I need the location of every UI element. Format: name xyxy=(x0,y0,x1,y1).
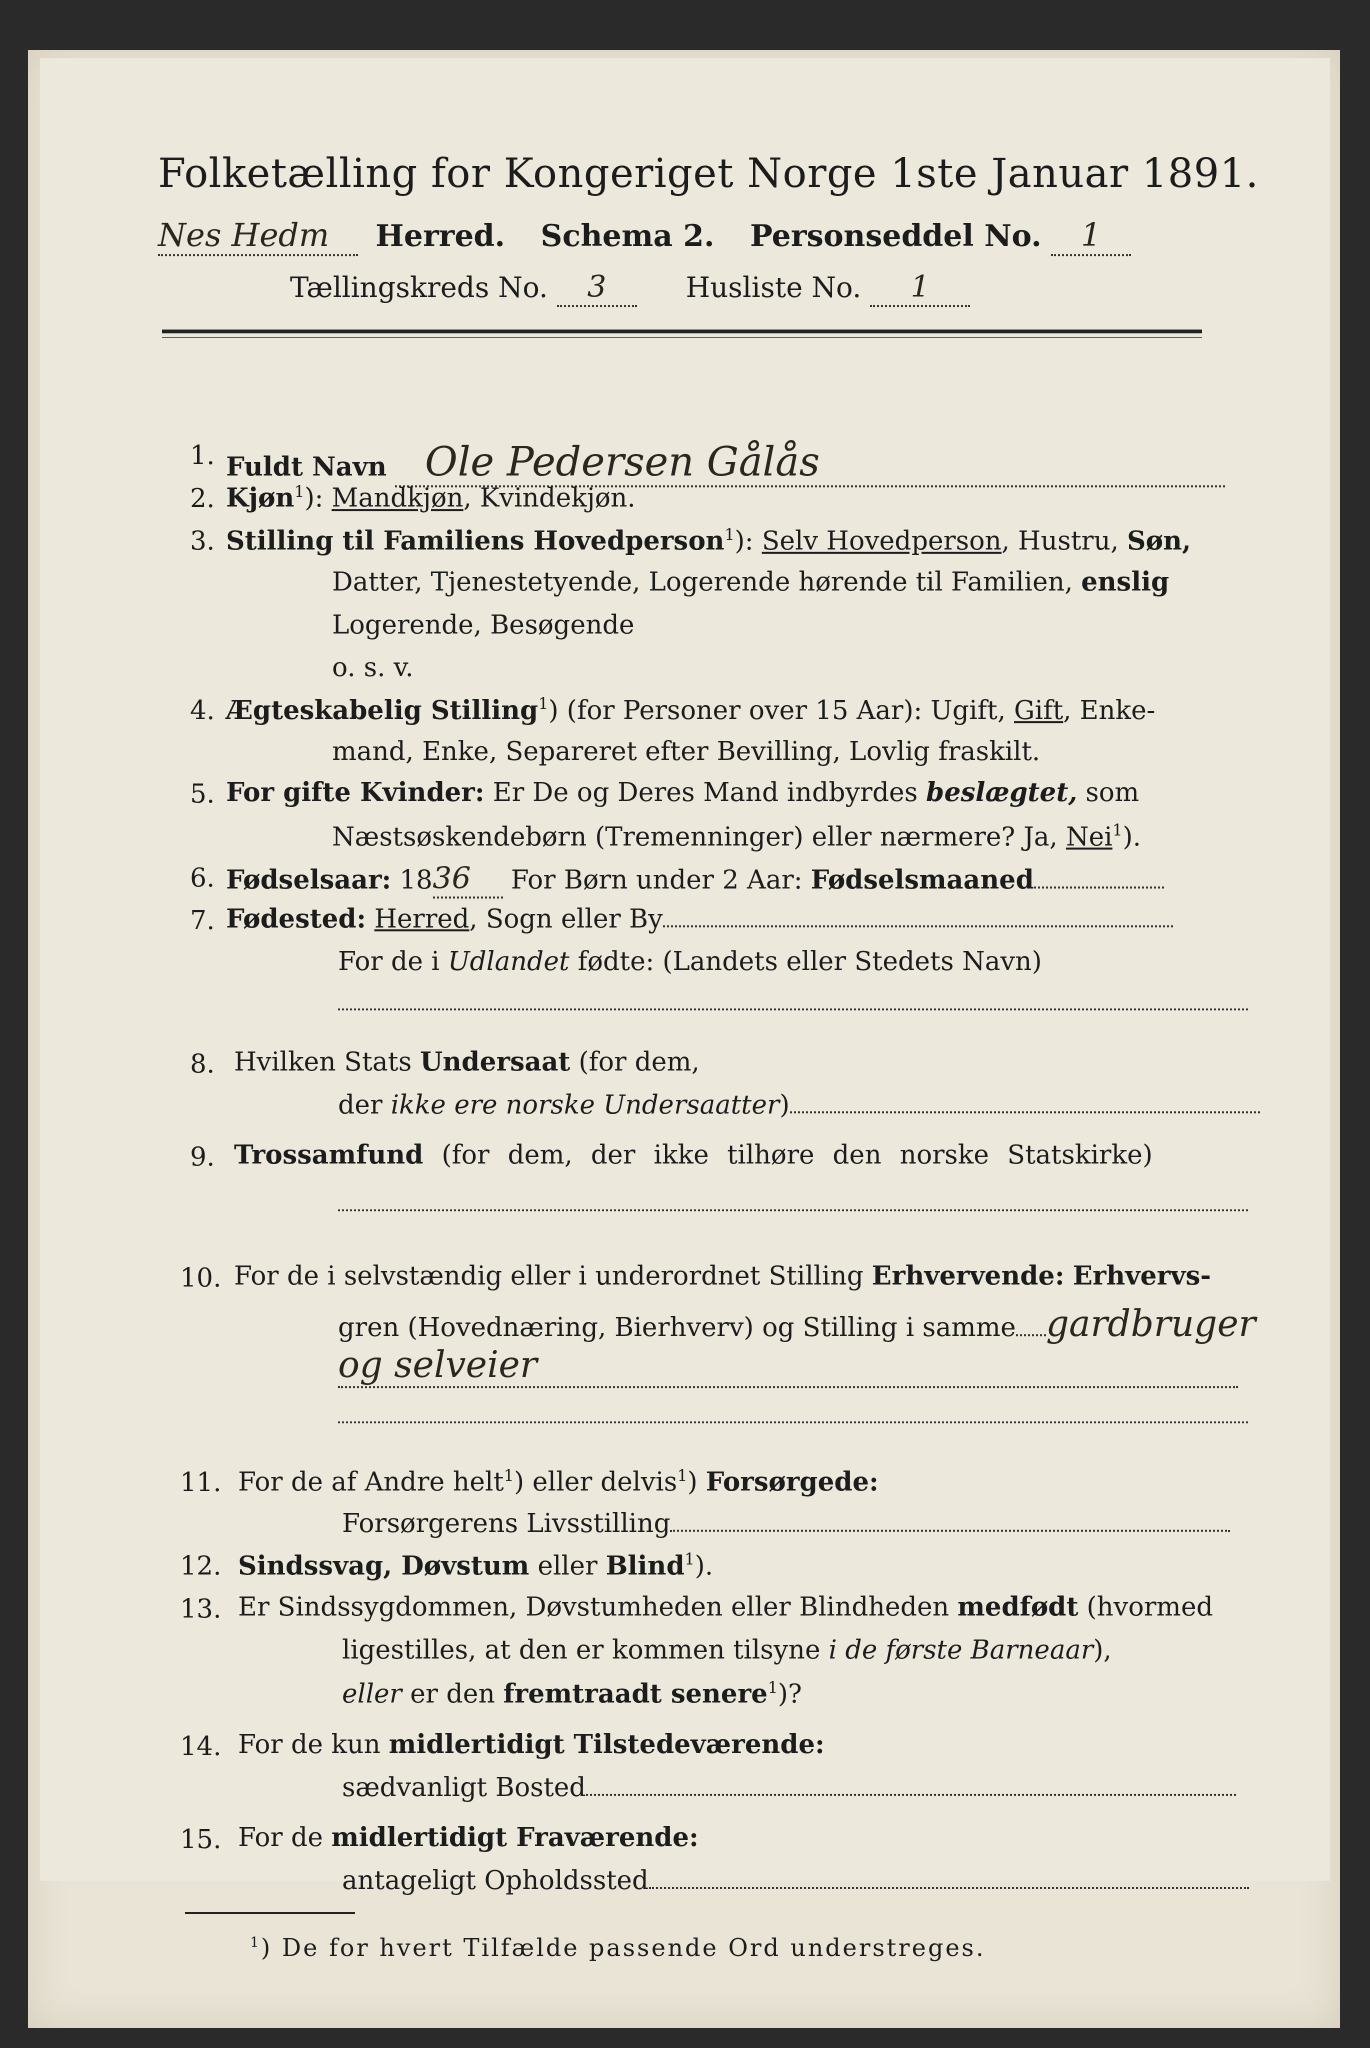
item-label: Kjøn xyxy=(226,483,295,514)
item-5 xyxy=(226,778,1139,808)
personseddel-value: 1 xyxy=(1051,216,1131,256)
taellingskreds-label: Tællingskreds No. xyxy=(290,271,548,305)
item-text: ). xyxy=(694,1551,714,1582)
item-text: der xyxy=(338,1090,391,1121)
item-10-line-2 xyxy=(338,1304,1256,1345)
footnote-ref: 1 xyxy=(503,1466,514,1486)
item-8-line-2 xyxy=(338,1090,1260,1120)
item-text: ligestilles, at den er kommen tilsyne xyxy=(342,1635,829,1666)
item-number: 12. xyxy=(180,1551,222,1582)
option-underlined: Herred xyxy=(374,904,470,935)
occupation-answer: gardbruger xyxy=(1045,1304,1256,1346)
schema-label: Schema 2. xyxy=(540,219,715,255)
item-text: ) eller delvis xyxy=(513,1467,678,1498)
option-underlined: Selv Hovedperson xyxy=(761,526,1002,557)
item-14 xyxy=(238,1730,825,1760)
fill-line xyxy=(1034,887,1164,889)
option-underlined: Nei xyxy=(1065,822,1113,853)
item-number: 1. xyxy=(190,441,215,472)
item-text: ) xyxy=(779,1090,790,1121)
item-15 xyxy=(238,1823,699,1853)
item-text: For de i xyxy=(338,947,448,978)
kreds-line xyxy=(290,270,970,307)
item-label: Undersaat xyxy=(419,1047,571,1078)
footnote-marker: 1 xyxy=(250,1935,261,1951)
item-text: 18 xyxy=(391,865,433,896)
item-text: som xyxy=(1077,777,1140,808)
item-text: fødte: (Landets eller Stedets Navn) xyxy=(569,947,1042,978)
item-text: Er Sindssygdommen, Døvstumheden eller Blindheden xyxy=(238,1592,958,1623)
item-label: Erhvervs- xyxy=(1072,1261,1212,1292)
item-12 xyxy=(238,1550,713,1582)
header-divider-thin xyxy=(162,337,1202,338)
item-text: For de kun xyxy=(238,1730,389,1761)
item-text-italic: i de første Barneaar xyxy=(828,1635,1094,1666)
item-label: Blind xyxy=(605,1551,685,1582)
footnote-rule xyxy=(185,1912,355,1914)
item-text: ), xyxy=(1093,1635,1112,1666)
occupation-answer-2: og selveier xyxy=(338,1345,1238,1388)
census-form-sheet xyxy=(40,58,1330,1881)
item-11-line-2 xyxy=(342,1509,1230,1539)
form-title: Folketælling for Kongeriget Norge 1ste Januar 1891. xyxy=(158,151,1259,197)
fill-line xyxy=(1016,1334,1046,1336)
option-underlined: Gift xyxy=(1014,695,1064,726)
footnote-ref: 1 xyxy=(1112,820,1123,840)
herred-label: Herred. xyxy=(375,219,506,255)
footnote-ref: 1 xyxy=(724,524,735,544)
item-number: 4. xyxy=(190,695,215,726)
item-3-line-3: Logerende, Besøgende xyxy=(332,610,635,641)
item-text: For de xyxy=(238,1823,332,1854)
item-9 xyxy=(234,1141,1153,1171)
header-divider xyxy=(162,330,1202,334)
item-label: Fødested: xyxy=(226,904,367,935)
item-1 xyxy=(226,439,1225,487)
item-label: Stilling til Familiens Hovedperson xyxy=(226,526,725,557)
footnote xyxy=(250,1934,985,1962)
item-text-bold: enslig xyxy=(1081,567,1170,598)
item-label: Forsørgede: xyxy=(705,1467,879,1498)
item-number: 7. xyxy=(190,906,215,937)
item-label: medfødt xyxy=(957,1592,1079,1623)
census-page xyxy=(28,50,1340,2028)
item-number: 11. xyxy=(180,1467,222,1498)
item-number: 5. xyxy=(190,779,215,810)
footnote-ref: 1 xyxy=(294,482,305,502)
fill-line xyxy=(670,1530,1230,1532)
item-label: Fuldt Navn xyxy=(226,452,387,483)
item-number: 8. xyxy=(190,1049,215,1080)
item-3-line-2 xyxy=(332,568,1169,598)
item-text: , Sogn eller By xyxy=(469,904,663,935)
item-label: Ægteskabelig Stilling xyxy=(226,695,539,726)
item-label: Sindssvag, Døvstum xyxy=(238,1551,530,1582)
item-text: For de af Andre helt xyxy=(238,1467,504,1498)
item-4-line-2: mand, Enke, Separeret efter Bevilling, Lovlig fraskilt. xyxy=(332,736,1041,767)
item-label: fremtraadt senere xyxy=(503,1679,768,1710)
item-3 xyxy=(226,525,1191,557)
item-4 xyxy=(226,694,1155,726)
item-label: midlertidigt Fraværende: xyxy=(331,1823,699,1854)
fill-line xyxy=(338,1421,1248,1423)
fill-line xyxy=(663,925,1173,927)
item-text: Hvilken Stats xyxy=(234,1047,420,1078)
item-13 xyxy=(238,1593,1213,1623)
item-text: ): xyxy=(304,483,332,514)
herred-line xyxy=(158,216,1131,256)
item-text: Næstsøskendebørn (Tremenninger) eller nærmere? Ja, xyxy=(332,822,1066,853)
taellingskreds-value: 3 xyxy=(557,270,637,307)
item-text: er den xyxy=(401,1679,504,1710)
item-label: Fødselsmaaned xyxy=(810,865,1034,896)
item-text-italic: ikke ere norske Undersaatter xyxy=(390,1090,780,1121)
fill-line xyxy=(338,1008,1248,1010)
footnote-ref: 1 xyxy=(684,1549,695,1569)
item-text: ) (for Personer over 15 Aar): Ugift, xyxy=(548,695,1014,726)
item-label: Fødselsaar: xyxy=(226,865,392,896)
item-text: sædvanligt Bosted xyxy=(342,1772,586,1803)
item-text: (hvormed xyxy=(1078,1592,1213,1623)
item-text: ) xyxy=(687,1467,706,1498)
item-label: Erhvervende: xyxy=(871,1261,1065,1292)
item-text: Datter, Tjenestetyende, Logerende hørende til Familien, xyxy=(332,567,1082,598)
item-3-line-4: o. s. v. xyxy=(332,653,414,684)
item-number: 2. xyxy=(190,483,215,514)
item-number: 9. xyxy=(190,1142,215,1173)
item-text: For de i selvstændig eller i underordnet Stilling xyxy=(234,1261,872,1292)
item-7 xyxy=(226,904,1173,934)
item-text: , Kvindekjøn. xyxy=(463,483,636,514)
item-number: 14. xyxy=(180,1732,222,1762)
option-underlined: Mandkjøn xyxy=(331,483,464,514)
fill-line xyxy=(338,1209,1248,1211)
footnote-ref: 1 xyxy=(767,1678,778,1698)
item-text: ). xyxy=(1122,822,1142,853)
item-text: , Hustru, xyxy=(1001,526,1127,557)
item-13-line-2 xyxy=(342,1635,1112,1665)
fill-line xyxy=(790,1111,1260,1113)
item-text: For Børn under 2 Aar: xyxy=(502,865,811,896)
item-10-line-3 xyxy=(338,1345,1238,1388)
item-7-line-2 xyxy=(338,947,1042,977)
item-label: Trossamfund xyxy=(234,1140,424,1171)
item-number: 13. xyxy=(180,1594,222,1625)
item-5-line-2 xyxy=(332,821,1141,853)
herred-value: Nes Hedm xyxy=(158,216,358,256)
full-name-answer: Ole Pedersen Gålås xyxy=(395,439,1225,487)
item-text-italic: eller xyxy=(342,1679,402,1710)
item-text: )? xyxy=(777,1679,802,1710)
item-text: antageligt Opholdssted xyxy=(342,1865,649,1896)
item-13-line-3 xyxy=(342,1678,802,1710)
item-14-line-2 xyxy=(342,1773,1236,1803)
item-text-italic: Udlandet xyxy=(447,947,570,978)
item-label: midlertidigt Tilstedeværende: xyxy=(388,1730,825,1761)
item-text: ): xyxy=(734,526,762,557)
fill-line xyxy=(586,1794,1236,1796)
option-bold: Søn, xyxy=(1126,526,1192,557)
item-text: Er De og Deres Mand indbyrdes xyxy=(484,777,927,808)
birth-year-answer: 36 xyxy=(433,862,503,899)
footnote-ref: 1 xyxy=(538,694,549,714)
item-number: 15. xyxy=(180,1825,222,1855)
item-10 xyxy=(234,1261,1211,1291)
husliste-label: Husliste No. xyxy=(685,271,862,305)
item-6 xyxy=(226,862,1164,899)
item-text: , Enke- xyxy=(1063,695,1156,726)
item-text-italic: beslægtet, xyxy=(926,777,1078,808)
item-text: (for dem, xyxy=(570,1047,700,1078)
item-text: gren (Hovednæring, Bierhverv) og Stilling i samme xyxy=(338,1313,1016,1344)
item-number: 3. xyxy=(190,526,215,557)
item-text: Forsørgerens Livsstilling xyxy=(342,1508,671,1539)
item-8 xyxy=(234,1048,700,1078)
item-text: eller xyxy=(529,1551,606,1582)
husliste-value: 1 xyxy=(870,270,970,307)
item-2 xyxy=(226,482,636,514)
footnote-text: ) De for hvert Tilfælde passende Ord understreges. xyxy=(260,1934,986,1962)
item-number: 10. xyxy=(180,1263,222,1294)
item-number: 6. xyxy=(190,863,215,894)
item-11 xyxy=(238,1466,879,1498)
item-text: (for dem, der ikke tilhøre den norske Statskirke) xyxy=(423,1140,1153,1171)
personseddel-label: Personseddel No. xyxy=(749,219,1042,255)
item-label: For gifte Kvinder: xyxy=(226,777,485,808)
footnote-ref: 1 xyxy=(677,1466,688,1486)
